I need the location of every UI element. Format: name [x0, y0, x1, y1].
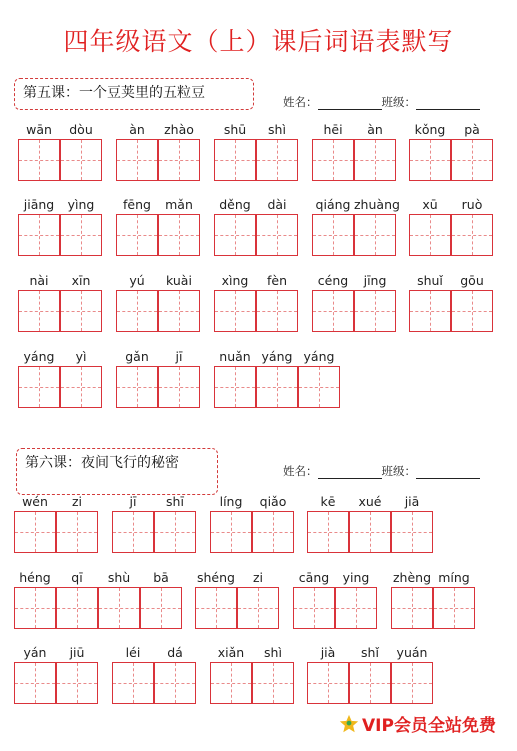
pinyin-label: jiū — [69, 645, 85, 660]
pinyin-label: xìng — [221, 273, 249, 288]
writing-cell[interactable] — [140, 587, 182, 629]
writing-cell[interactable] — [391, 662, 433, 704]
pinyin-label: xīn — [71, 273, 91, 288]
writing-cell[interactable] — [409, 139, 451, 181]
pinyin-label: ying — [342, 570, 370, 585]
pinyin-label: hēi — [323, 122, 343, 137]
star-person-icon — [338, 713, 360, 735]
writing-cell[interactable] — [307, 662, 349, 704]
writing-cell[interactable] — [56, 511, 98, 553]
pinyin-label: zhèng — [392, 570, 432, 585]
pinyin-label: yáng — [303, 349, 335, 364]
writing-cell[interactable] — [116, 366, 158, 408]
writing-cell[interactable] — [451, 214, 493, 256]
writing-cell[interactable] — [158, 366, 200, 408]
pinyin-label: jià — [320, 645, 336, 660]
name-label: 姓名： — [283, 95, 318, 109]
pinyin-label: nuǎn — [219, 349, 251, 364]
pinyin-label: shǐ — [361, 645, 379, 660]
pinyin-label: děng — [219, 197, 251, 212]
pinyin-label: yáng — [261, 349, 293, 364]
pinyin-label: wén — [22, 494, 48, 509]
writing-cell[interactable] — [354, 139, 396, 181]
pinyin-label: pà — [464, 122, 480, 137]
writing-cell[interactable] — [56, 662, 98, 704]
writing-cell[interactable] — [307, 511, 349, 553]
writing-cell[interactable] — [14, 662, 56, 704]
writing-cell[interactable] — [56, 587, 98, 629]
writing-cell[interactable] — [214, 366, 256, 408]
pinyin-label: zhào — [164, 122, 194, 137]
pinyin-label: wān — [26, 122, 52, 137]
pinyin-label: shī — [166, 494, 184, 509]
pinyin-label: míng — [438, 570, 470, 585]
pinyin-label: kuài — [166, 273, 192, 288]
writing-cell[interactable] — [252, 662, 294, 704]
class-field[interactable] — [416, 97, 480, 110]
class-label: 班级： — [381, 464, 416, 478]
name-field[interactable] — [318, 466, 382, 479]
pinyin-label: fèn — [266, 273, 287, 288]
writing-cell[interactable] — [451, 139, 493, 181]
writing-cell[interactable] — [18, 214, 60, 256]
writing-cell[interactable] — [18, 139, 60, 181]
class-label: 班级： — [381, 95, 416, 109]
pinyin-label: àn — [129, 122, 145, 137]
writing-cell[interactable] — [18, 290, 60, 332]
pinyin-label: zi — [252, 570, 264, 585]
writing-cell[interactable] — [252, 511, 294, 553]
pinyin-label: dài — [267, 197, 287, 212]
pinyin-label: shéng — [197, 570, 235, 585]
lesson-6-label-text: 第六课：夜间飞行的秘密 — [25, 455, 179, 471]
writing-cell[interactable] — [112, 511, 154, 553]
pinyin-label: yuán — [396, 645, 428, 660]
writing-cell[interactable] — [451, 290, 493, 332]
pinyin-label: dòu — [69, 122, 93, 137]
writing-cell[interactable] — [158, 290, 200, 332]
writing-cell[interactable] — [293, 587, 335, 629]
class-field[interactable] — [416, 466, 480, 479]
pinyin-label: yáng — [23, 349, 55, 364]
pinyin-label: gǎn — [125, 349, 149, 364]
pinyin-label: kē — [320, 494, 336, 509]
writing-cell[interactable] — [116, 290, 158, 332]
pinyin-label: jīng — [363, 273, 387, 288]
pinyin-label: shì — [268, 122, 286, 137]
writing-cell[interactable] — [409, 214, 451, 256]
pinyin-label: zhuàng — [354, 197, 400, 212]
writing-cell[interactable] — [154, 511, 196, 553]
writing-cell[interactable] — [116, 139, 158, 181]
writing-cell[interactable] — [195, 587, 237, 629]
pinyin-label: fēng — [123, 197, 151, 212]
pinyin-label: shū — [223, 122, 247, 137]
writing-cell[interactable] — [349, 511, 391, 553]
pinyin-label: xū — [422, 197, 438, 212]
writing-cell[interactable] — [158, 139, 200, 181]
writing-cell[interactable] — [214, 214, 256, 256]
pinyin-label: qiǎo — [259, 494, 287, 509]
pinyin-label: cāng — [298, 570, 330, 585]
writing-cell[interactable] — [349, 662, 391, 704]
pinyin-label: jiāng — [23, 197, 55, 212]
pinyin-label: yì — [75, 349, 87, 364]
writing-cell[interactable] — [14, 511, 56, 553]
writing-cell[interactable] — [354, 214, 396, 256]
writing-cell[interactable] — [60, 366, 102, 408]
pinyin-label: céng — [317, 273, 349, 288]
pinyin-label: xiǎn — [217, 645, 245, 660]
writing-cell[interactable] — [14, 587, 56, 629]
pinyin-label: qiáng — [315, 197, 351, 212]
pinyin-label: nài — [29, 273, 49, 288]
pinyin-label: yán — [23, 645, 47, 660]
writing-cell[interactable] — [18, 366, 60, 408]
writing-cell[interactable] — [298, 366, 340, 408]
pinyin-label: xué — [358, 494, 382, 509]
writing-cell[interactable] — [98, 587, 140, 629]
lesson-5-fields — [283, 94, 480, 110]
writing-cell[interactable] — [214, 290, 256, 332]
writing-cell[interactable] — [256, 214, 298, 256]
pinyin-label: léi — [125, 645, 141, 660]
pinyin-label: jī — [129, 494, 137, 509]
page-title: 四年级语文（上）课后词语表默写 — [63, 27, 454, 56]
writing-cell[interactable] — [354, 290, 396, 332]
writing-cell[interactable] — [60, 139, 102, 181]
writing-cell[interactable] — [312, 290, 354, 332]
pinyin-label: shù — [107, 570, 131, 585]
pinyin-label: líng — [219, 494, 243, 509]
writing-cell[interactable] — [409, 290, 451, 332]
writing-cell[interactable] — [154, 662, 196, 704]
writing-cell[interactable] — [237, 587, 279, 629]
pinyin-label: yìng — [67, 197, 95, 212]
pinyin-label: qī — [71, 570, 83, 585]
writing-cell[interactable] — [256, 290, 298, 332]
writing-cell[interactable] — [391, 511, 433, 553]
vip-badge — [338, 711, 496, 736]
lesson-5-label-text: 第五课：一个豆荚里的五粒豆 — [23, 85, 205, 101]
writing-cell[interactable] — [391, 587, 433, 629]
pinyin-label: jī — [175, 349, 183, 364]
lesson-6-label — [16, 448, 218, 495]
writing-cell[interactable] — [433, 587, 475, 629]
pinyin-label: dá — [167, 645, 183, 660]
lesson-5-label — [14, 78, 254, 110]
writing-cell[interactable] — [312, 139, 354, 181]
writing-cell[interactable] — [256, 366, 298, 408]
pinyin-label: ruò — [461, 197, 483, 212]
pinyin-label: mǎn — [165, 197, 193, 212]
pinyin-label: héng — [19, 570, 51, 585]
writing-cell[interactable] — [210, 662, 252, 704]
name-field[interactable] — [318, 97, 382, 110]
writing-cell[interactable] — [335, 587, 377, 629]
lesson-6-fields — [283, 463, 480, 479]
pinyin-label: kǒng — [414, 122, 446, 137]
writing-cell[interactable] — [116, 214, 158, 256]
pinyin-label: gōu — [460, 273, 484, 288]
writing-cell[interactable] — [60, 290, 102, 332]
name-label: 姓名： — [283, 464, 318, 478]
writing-cell[interactable] — [210, 511, 252, 553]
writing-cell[interactable] — [312, 214, 354, 256]
writing-cell[interactable] — [112, 662, 154, 704]
pinyin-label: jiā — [404, 494, 420, 509]
pinyin-label: shuǐ — [417, 273, 443, 288]
pinyin-label: shì — [264, 645, 282, 660]
writing-cell[interactable] — [214, 139, 256, 181]
pinyin-label: yú — [129, 273, 145, 288]
writing-cell[interactable] — [60, 214, 102, 256]
writing-cell[interactable] — [256, 139, 298, 181]
pinyin-label: zi — [71, 494, 83, 509]
writing-cell[interactable] — [158, 214, 200, 256]
vip-badge-text: VIP会员全站免费 — [362, 716, 496, 736]
pinyin-label: àn — [367, 122, 383, 137]
pinyin-label: bā — [153, 570, 169, 585]
